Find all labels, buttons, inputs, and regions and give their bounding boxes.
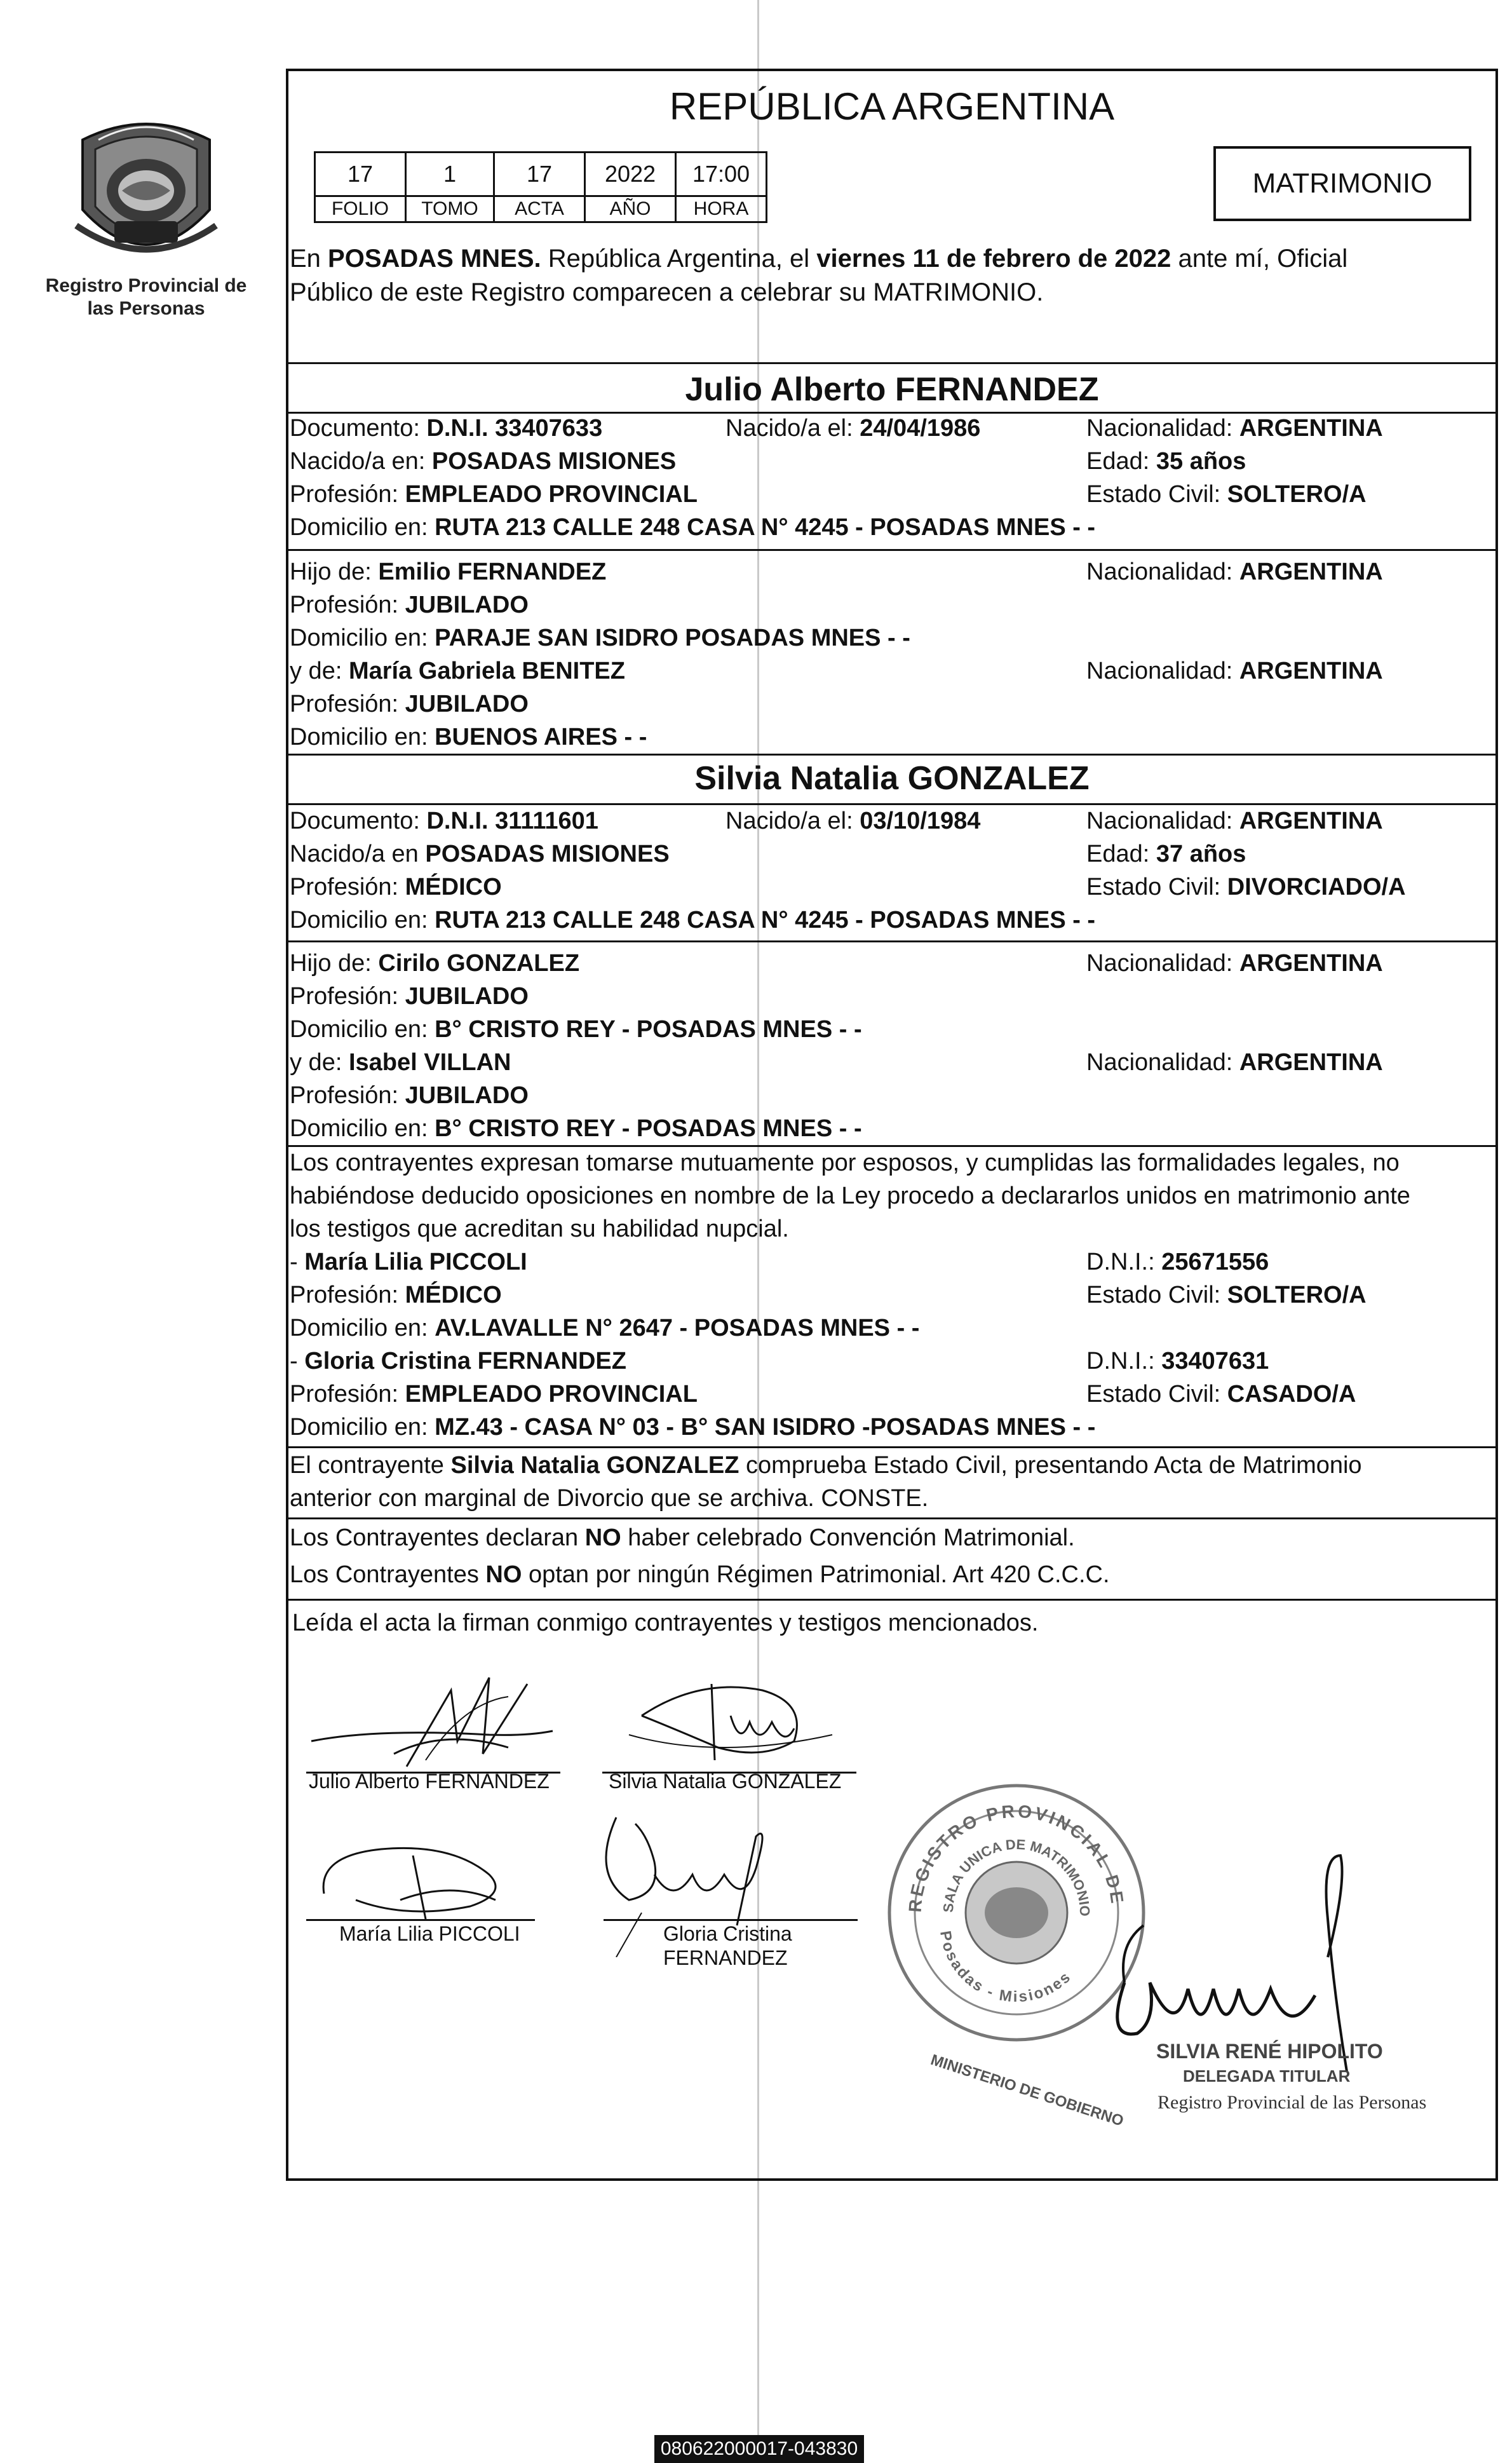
c2-nacionalidad: Nacionalidad: ARGENTINA (1086, 808, 1383, 834)
testigo2-name: - Gloria Cristina FERNANDEZ (290, 1348, 626, 1374)
c1-nacido-en: Nacido/a en: POSADAS MISIONES (290, 448, 677, 475)
officer-title: DELEGADA TITULAR (1183, 2066, 1351, 2086)
testigo1-name: - María Lilia PICCOLI (290, 1249, 527, 1275)
note-line-2: anterior con marginal de Divorcio que se archiva. CONSTE. (290, 1485, 929, 1512)
officer-name: SILVIA RENÉ HIPOLITO (1156, 2040, 1383, 2063)
divider (286, 1599, 1498, 1601)
c1-padre: Hijo de: Emilio FERNANDEZ (290, 559, 607, 585)
c1-madre-domicilio: Domicilio en: BUENOS AIRES - - (290, 724, 647, 750)
acta-label: ACTA (494, 196, 585, 222)
c1-padre-nacionalidad: Nacionalidad: ARGENTINA (1086, 559, 1383, 585)
c2-madre-nacionalidad: Nacionalidad: ARGENTINA (1086, 1049, 1383, 1076)
c2-madre-domicilio: Domicilio en: B° CRISTO REY - POSADAS MNES - - (290, 1115, 862, 1142)
testigo2-domicilio: Domicilio en: MZ.43 - CASA N° 03 - B° SAN ISIDRO -POSADAS MNES - - (290, 1414, 1096, 1441)
testigo2-profesion: Profesión: EMPLEADO PROVINCIAL (290, 1381, 698, 1408)
c2-edad: Edad: 37 años (1086, 841, 1246, 867)
divider (286, 1446, 1498, 1448)
testigo1-dni: D.N.I.: 25671556 (1086, 1249, 1269, 1275)
c2-padre: Hijo de: Cirilo GONZALEZ (290, 950, 580, 977)
contrayente1-name: Julio Alberto FERNANDEZ (685, 371, 1099, 408)
signature-silvia (604, 1665, 858, 1773)
stamp-inner-text: SALA UNICA DE MATRIMONIO (940, 1836, 1093, 1917)
divider (286, 1517, 1498, 1519)
officer-org: Registro Provincial de las Personas (1158, 2092, 1427, 2113)
signature-label-gloria-1: Gloria Cristina (663, 1922, 792, 1945)
declaration-line-3: los testigos que acreditan su habilidad nupcial. (290, 1216, 789, 1242)
c1-profesion: Profesión: EMPLEADO PROVINCIAL (290, 481, 698, 508)
c1-edad: Edad: 35 años (1086, 448, 1246, 475)
folio-label: FOLIO (315, 196, 406, 222)
testigo1-estado-civil: Estado Civil: SOLTERO/A (1086, 1282, 1367, 1308)
c2-nacido-el: Nacido/a el: 03/10/1984 (726, 808, 981, 834)
c2-madre-profesion: Profesión: JUBILADO (290, 1082, 529, 1109)
signature-label-maria: María Lilia PICCOLI (339, 1922, 520, 1945)
signature-julio (299, 1665, 565, 1786)
province-seal-icon (64, 114, 229, 273)
testigo1-profesion: Profesión: MÉDICO (290, 1282, 502, 1308)
province-seal (64, 114, 229, 273)
divider (286, 754, 1498, 756)
c2-documento: Documento: D.N.I. 31111601 (290, 808, 598, 834)
c1-nacionalidad: Nacionalidad: ARGENTINA (1086, 415, 1383, 442)
testigo2-estado-civil: Estado Civil: CASADO/A (1086, 1381, 1356, 1408)
document-code: 080622000017-043830 (654, 2435, 864, 2463)
c1-padre-domicilio: Domicilio en: PARAJE SAN ISIDRO POSADAS MNES - - (290, 625, 910, 651)
folio-grid (314, 151, 767, 223)
c1-padre-profesion: Profesión: JUBILADO (290, 592, 529, 618)
c2-padre-nacionalidad: Nacionalidad: ARGENTINA (1086, 950, 1383, 977)
c2-padre-profesion: Profesión: JUBILADO (290, 983, 529, 1010)
signature-maria (305, 1830, 534, 1925)
c2-domicilio: Domicilio en: RUTA 213 CALLE 248 CASA N° 4245 - POSADAS MNES - - (290, 907, 1096, 933)
signature-label-gloria-2: FERNANDEZ (663, 1946, 788, 1969)
declaration-line-2: habiéndose deducido oposiciones en nombre de la Ley procedo a declararlos unidos en matrimonio ante (290, 1183, 1410, 1209)
signature-line (604, 1919, 858, 1921)
stamp-ministry: MINISTERIO DE GOBIERNO (928, 2051, 1126, 2130)
c2-madre: y de: Isabel VILLAN (290, 1049, 511, 1076)
c2-padre-domicilio: Domicilio en: B° CRISTO REY - POSADAS MNES - - (290, 1016, 862, 1043)
regimen-line-2: Los Contrayentes NO optan por ningún Régimen Patrimonial. Art 420 C.C.C. (290, 1561, 1110, 1588)
note-line-1: El contrayente Silvia Natalia GONZALEZ comprueba Estado Civil, presentando Acta de Matrimonio (290, 1452, 1362, 1479)
c2-nacido-en: Nacido/a en POSADAS MISIONES (290, 841, 670, 867)
hora-label: HORA (676, 196, 767, 222)
stamp-bottom-text: Posadas - Misiones (936, 1929, 1076, 2006)
tomo-label: TOMO (406, 196, 494, 222)
c1-nacido-el: Nacido/a el: 24/04/1986 (726, 415, 981, 442)
testigo1-domicilio: Domicilio en: AV.LAVALLE N° 2647 - POSADAS MNES - - (290, 1315, 920, 1341)
divider (286, 549, 1498, 551)
declaration-line-1: Los contrayentes expresan tomarse mutuamente por esposos, y cumplidas las formalidades legales, no (290, 1150, 1400, 1176)
c1-madre-nacionalidad: Nacionalidad: ARGENTINA (1086, 658, 1383, 684)
c1-documento: Documento: D.N.I. 33407633 (290, 415, 603, 442)
divider (286, 940, 1498, 942)
c2-estado-civil: Estado Civil: DIVORCIADO/A (1086, 874, 1406, 900)
signature-label-julio: Julio Alberto FERNANDEZ (309, 1770, 550, 1793)
signature-line (306, 1919, 535, 1921)
c2-profesion: Profesión: MÉDICO (290, 874, 502, 900)
page-title: REPÚBLICA ARGENTINA (669, 85, 1115, 128)
closing-text: Leída el acta la firman conmigo contrayentes y testigos mencionados. (292, 1610, 1039, 1636)
divider (286, 362, 1498, 364)
folio-value: 17 (315, 153, 406, 196)
regimen-line-1: Los Contrayentes declaran NO haber celebrado Convención Matrimonial. (290, 1524, 1075, 1551)
signature-label-silvia: Silvia Natalia GONZALEZ (609, 1770, 842, 1793)
hora-value: 17:00 (676, 153, 767, 196)
contrayente2-name: Silvia Natalia GONZALEZ (694, 760, 1090, 797)
act-type-box: MATRIMONIO (1213, 146, 1471, 221)
c1-madre-profesion: Profesión: JUBILADO (290, 691, 529, 717)
intro-line-1: En POSADAS MNES. República Argentina, el viernes 11 de febrero de 2022 ante mí, Oficial (290, 245, 1348, 273)
c1-madre: y de: María Gabriela BENITEZ (290, 658, 625, 684)
acta-value: 17 (494, 153, 585, 196)
anio-label: AÑO (585, 196, 676, 222)
c1-estado-civil: Estado Civil: SOLTERO/A (1086, 481, 1367, 508)
testigo2-dni: D.N.I.: 33407631 (1086, 1348, 1269, 1374)
tomo-value: 1 (406, 153, 494, 196)
stamp-ring-text: REGISTRO PROVINCIAL DE (905, 1801, 1128, 1913)
intro-line-2: Público de este Registro comparecen a celebrar su MATRIMONIO. (290, 278, 1044, 306)
c1-domicilio: Domicilio en: RUTA 213 CALLE 248 CASA N° 4245 - POSADAS MNES - - (290, 514, 1096, 541)
registry-label: Registro Provincial de las Personas (45, 275, 247, 319)
anio-value: 2022 (585, 153, 676, 196)
